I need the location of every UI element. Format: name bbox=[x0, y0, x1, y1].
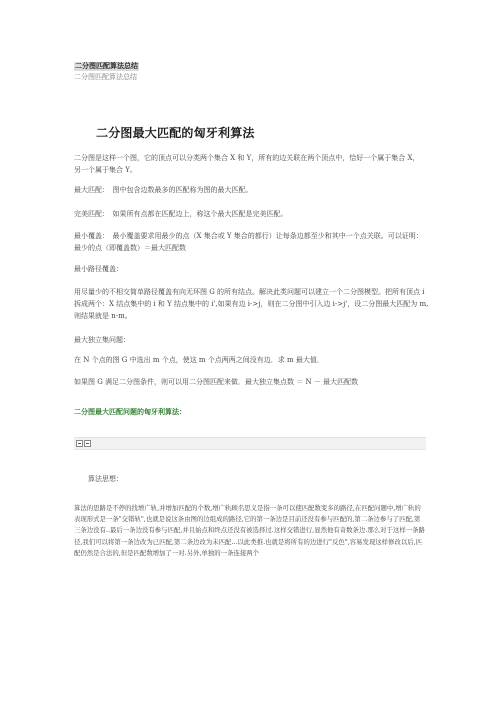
algorithm-thought-body: 算法的思路是不停的找增广轨,并增加匹配的个数,增广轨顾名思义是指一条可以使匹配数变多的路径,在匹配问题中,增广轨的表现形式是一条"交错轨",也就是说这条由图的边组成的路径,它的第一条边是目前还没有参与匹配的,第二条边参与了匹配,第三条边没有..最后一条边没有参与匹配,并且始点和终点还没有被选择过.这样交错进行,显然他有奇数条边.那么对于这样一条路径,我们可以将第一条边改为已匹配,第二条边改为未匹配...以此类推.也就是将所有的边进行"反色",容易发现这样修改以后,匹配仍然是合法的,但是匹配数增加了一对.另外,单独的一条连接两个 bbox=[74, 504, 425, 557]
min-path-cover-paragraph: 用尽量少的不相交简单路径覆盖有向无环图 G 的所有结点。解决此类问题可以建立一个二分图模型。把所有顶点 i 拆成两个：X 结点集中的 i 和 Y 结点集中的 i',如果有边 i->j，则在二分图中引入边 i->j'，设二分图最大匹配为 m,则结果就是 n-m。 bbox=[74, 288, 429, 320]
perfect-matching-definition: 完美匹配： 如果所有点都在匹配边上，称这个最大匹配是完美匹配。 bbox=[74, 210, 288, 218]
doc-header-subtitle: 二分图匹配算法总结 bbox=[74, 73, 137, 81]
intro-paragraph: 二分图是这样一个图，它的顶点可以分类两个集合 X 和 Y，所有的边关联在两个顶点中，恰好一个属于集合 X，另一个属于集合 Y。 bbox=[74, 154, 420, 174]
max-independent-paragraph: 在 N 个点的图 G 中选出 m 个点，使这 m 个点两两之间没有边．求 m 最大值． bbox=[74, 356, 324, 364]
article-title: 二分图最大匹配的匈牙利算法 bbox=[96, 126, 255, 140]
min-cover-definition: 最小覆盖： 最小覆盖要求用最少的点（X 集合或 Y 集合的都行）让每条边都至少和其中一个点关联。可以证明：最少的点（即覆盖数）＝最大匹配数 bbox=[74, 232, 423, 252]
algorithm-thought-title: 算法思想： bbox=[88, 475, 123, 483]
hungarian-section-title: 二分图最大匹配问题的匈牙利算法： bbox=[74, 407, 186, 416]
min-path-cover-label: 最小路径覆盖： bbox=[74, 265, 123, 273]
collapse-all-icon[interactable] bbox=[84, 440, 91, 447]
max-independent-label: 最大独立集问题： bbox=[74, 336, 130, 344]
code-toolbar bbox=[74, 437, 426, 450]
collapse-icon[interactable] bbox=[76, 440, 83, 447]
doc-header-title: 二分图匹配算法总结 bbox=[75, 62, 138, 70]
bipartite-note: 如果图 G 满足二分图条件，则可以用二分图匹配来做．最大独立集点数 ＝ N － 最大匹配数 bbox=[74, 378, 359, 386]
max-matching-definition: 最大匹配： 图中包含边数最多的匹配称为图的最大匹配。 bbox=[74, 186, 253, 194]
